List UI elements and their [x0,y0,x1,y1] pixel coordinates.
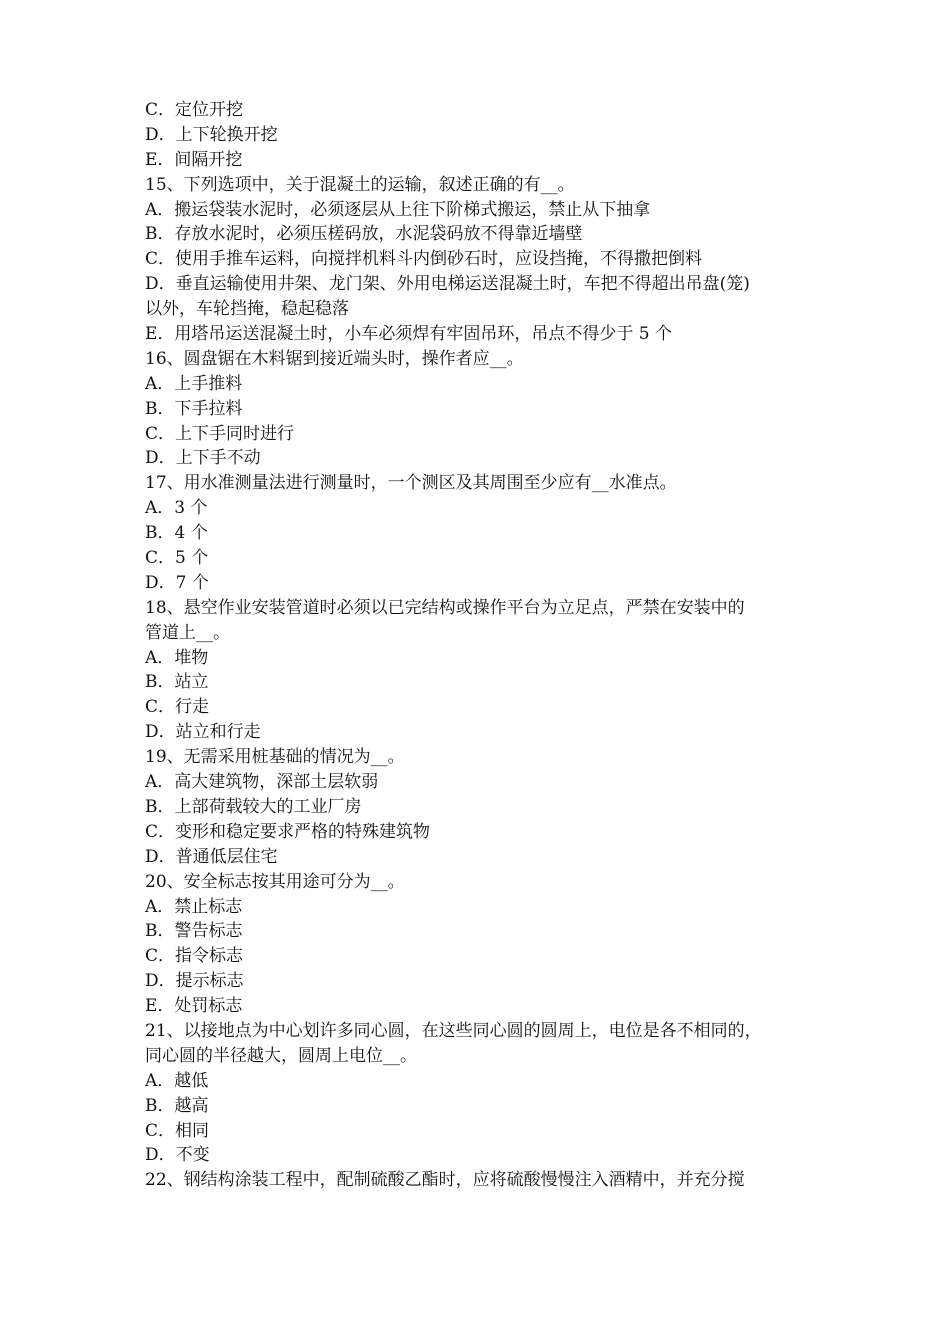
text-line: 以外，车轮挡掩，稳起稳落 [145,299,349,320]
text-line: D．上下手不动 [145,448,261,469]
text-line: D．垂直运输使用井架、龙门架、外用电梯运送混凝土时，车把不得超出吊盘(笼) [145,274,750,295]
text-line: A．高大建筑物，深部土层软弱 [145,772,379,793]
text-line: 21、以接地点为中心划许多同心圆，在这些同心圆的圆周上，电位是各不相同的， [145,1020,762,1041]
text-line: B．站立 [145,672,209,693]
text-line: C．指令标志 [145,946,244,967]
text-line: B．越高 [145,1095,209,1116]
text-line: D．7 个 [145,572,209,593]
text-line: B．存放水泥时，必须压槎码放，水泥袋码放不得靠近墙壁 [145,224,583,245]
text-line: B．警告标志 [145,921,243,942]
text-line: D．站立和行走 [145,722,261,743]
text-line: D．不变 [145,1145,210,1166]
text-line: A．3 个 [145,498,208,519]
text-line: E．间隔开挖 [145,149,243,170]
text-line: C．5 个 [145,548,209,569]
text-line: C．使用手推车运料，向搅拌机料斗内倒砂石时，应设挡掩，不得撒把倒料 [145,249,703,270]
text-line: E．处罚标志 [145,996,243,1017]
text-line: C．相同 [145,1120,210,1141]
text-line: 管道上__。 [145,622,230,643]
text-line: E．用塔吊运送混凝土时，小车必须焊有牢固吊环，吊点不得少于 5 个 [145,324,673,345]
text-line: C．行走 [145,697,210,718]
text-line: A．上手推料 [145,373,243,394]
text-line: 18、悬空作业安装管道时必须以已完结构或操作平台为立足点，严禁在安装中的 [145,597,745,618]
text-line: A．越低 [145,1070,209,1091]
text-line: D．普通低层住宅 [145,846,278,867]
text-line: 17、用水准测量法进行测量时，一个测区及其周围至少应有__水准点。 [145,473,677,494]
text-line: 同心圆的半径越大，圆周上电位__。 [145,1045,417,1066]
text-line: 22、钢结构涂装工程中，配制硫酸乙酯时，应将硫酸慢慢注入酒精中，并充分搅 [145,1170,745,1191]
text-line: 16、圆盘锯在木料锯到接近端头时，操作者应__。 [145,348,524,369]
text-line: C．定位开挖 [145,100,244,120]
text-line: B．下手拉料 [145,398,243,419]
text-line: 19、无需采用桩基础的情况为__。 [145,747,405,768]
text-line: D．上下轮换开挖 [145,124,278,145]
text-line: B．上部荷载较大的工业厂房 [145,796,362,817]
text-line: D．提示标志 [145,971,244,992]
text-line: 20、安全标志按其用途可分为__。 [145,871,405,892]
text-line: 15、下列选项中，关于混凝土的运输，叙述正确的有__。 [145,174,575,195]
text-line: A．禁止标志 [145,896,243,917]
document-text [145,98,817,1193]
text-line: A．搬运袋装水泥时，必须逐层从上往下阶梯式搬运，禁止从下抽拿 [145,199,651,220]
text-line: B．4 个 [145,523,208,544]
text-line: C．上下手同时进行 [145,423,295,444]
text-line: C．变形和稳定要求严格的特殊建筑物 [145,821,431,842]
text-line: A．堆物 [145,647,209,668]
